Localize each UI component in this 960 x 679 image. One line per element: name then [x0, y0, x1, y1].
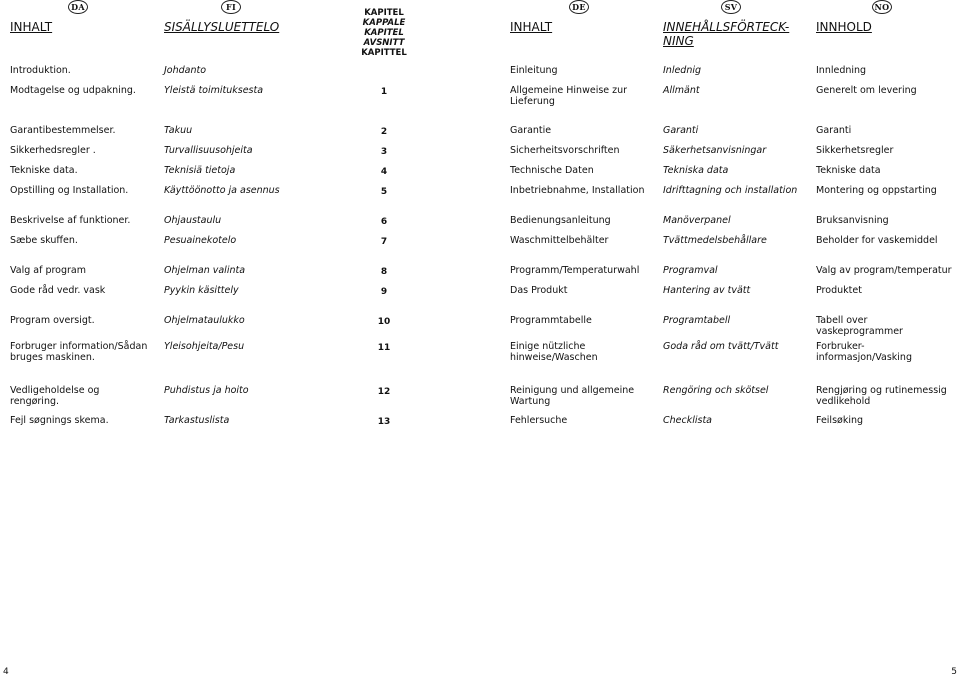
entry-da: Sikkerhedsregler .: [10, 145, 96, 156]
entry-de: Das Produkt: [510, 285, 568, 296]
entry-fi: Takuu: [164, 125, 193, 136]
chapter-number: 2: [380, 127, 388, 137]
heading-fi: SISÄLLYSLUETTELO: [164, 20, 280, 34]
chapter-number: 10: [377, 317, 391, 327]
entry-fi: Puhdistus ja hoito: [164, 385, 249, 396]
entry-da: Tekniske data.: [10, 165, 78, 176]
heading-sv: INNEHÅLLSFÖRTECK-NING: [663, 20, 790, 48]
entry-de: Reinigung und allgemeine Wartung: [510, 385, 635, 407]
entry-de: Inbetriebnahme, Installation: [510, 185, 645, 196]
entry-da: Opstilling og Installation.: [10, 185, 129, 196]
entry-sv: Idrifttagning och installation: [663, 185, 798, 196]
entry-no: Montering og oppstarting: [816, 185, 937, 196]
entry-no: Beholder for vaskemiddel: [816, 235, 938, 246]
entry-no: Produktet: [816, 285, 862, 296]
chapter-number: 9: [380, 287, 388, 297]
heading-de: INHALT: [510, 20, 553, 34]
entry-fi: Teknisiä tietoja: [164, 165, 236, 176]
entry-da: Garantibestemmelser.: [10, 125, 116, 136]
entry-fi: Ohjelman valinta: [164, 265, 246, 276]
entry-fi: Käyttöönotto ja asennus: [164, 185, 280, 196]
entry-de: Garantie: [510, 125, 552, 136]
chapter-heading-no: KAPITTEL: [361, 48, 407, 58]
chapter-number: 4: [380, 167, 388, 177]
entry-da: Forbruger information/Sådan bruges maskinen.: [10, 341, 148, 363]
entry-de: Einige nützliche hinweise/Waschen: [510, 341, 598, 363]
entry-sv: Manöverpanel: [663, 215, 731, 226]
entry-no: Tekniske data: [816, 165, 881, 176]
entry-da: Vedligeholdelse og rengøring.: [10, 385, 100, 407]
entry-fi: Turvallisuusohjeita: [164, 145, 253, 156]
chapter-number: 1: [380, 87, 388, 97]
language-badge-de: DE: [569, 0, 589, 14]
entry-da: Beskrivelse af funktioner.: [10, 215, 131, 226]
entry-no: Bruksanvisning: [816, 215, 889, 226]
entry-sv: Goda råd om tvätt/Tvätt: [663, 341, 779, 352]
heading-da: INHALT: [10, 20, 53, 34]
chapter-number: 12: [377, 387, 391, 397]
entry-no: Garanti: [816, 125, 852, 136]
entry-da: Sæbe skuffen.: [10, 235, 78, 246]
entry-sv: Säkerhetsanvisningar: [663, 145, 767, 156]
entry-de: Sicherheitsvorschriften: [510, 145, 620, 156]
entry-fi: Johdanto: [164, 65, 207, 76]
language-badge-fi: FI: [221, 0, 241, 14]
chapter-number: 8: [380, 267, 388, 277]
entry-no: Rengjøring og rutinemessig vedlikehold: [816, 385, 947, 407]
entry-da: Gode råd vedr. vask: [10, 285, 106, 296]
entry-fi: Ohjelmataulukko: [164, 315, 245, 326]
chapter-number: 3: [380, 147, 388, 157]
chapter-number: 11: [377, 343, 391, 353]
chapter-heading-da: KAPITEL: [364, 8, 404, 18]
entry-de: Programmtabelle: [510, 315, 592, 326]
entry-da: Fejl søgnings skema.: [10, 415, 109, 426]
entry-de: Technische Daten: [510, 165, 594, 176]
entry-da: Valg af program: [10, 265, 87, 276]
entry-de: Waschmittelbehälter: [510, 235, 609, 246]
language-badge-sv: SV: [721, 0, 741, 14]
entry-sv: Hantering av tvätt: [663, 285, 751, 296]
entry-fi: Yleistä toimituksesta: [164, 85, 264, 96]
entry-da: Modtagelse og udpakning.: [10, 85, 136, 96]
entry-da: Program oversigt.: [10, 315, 95, 326]
entry-no: Feilsøking: [816, 415, 864, 426]
chapter-number: 6: [380, 217, 388, 227]
entry-da: Introduktion.: [10, 65, 71, 76]
entry-sv: Inlednig: [663, 65, 702, 76]
chapter-heading-de: KAPITEL: [364, 28, 404, 38]
heading-no: INNHOLD: [816, 20, 872, 34]
chapter-heading-fi: KAPPALE: [362, 18, 406, 28]
chapter-number: 13: [377, 417, 391, 427]
entry-de: Einleitung: [510, 65, 558, 76]
entry-fi: Tarkastuslista: [164, 415, 230, 426]
entry-de: Fehlersuche: [510, 415, 568, 426]
entry-fi: Pesuainekotelo: [164, 235, 237, 246]
entry-no: Sikkerhetsregler: [816, 145, 894, 156]
entry-sv: Rengöring och skötsel: [663, 385, 769, 396]
entry-sv: Allmänt: [663, 85, 700, 96]
entry-fi: Ohjaustaulu: [164, 215, 222, 226]
entry-de: Bedienungsanleitung: [510, 215, 611, 226]
entry-no: Tabell over vaskeprogrammer: [816, 315, 903, 337]
entry-de: Allgemeine Hinweise zur Lieferung: [510, 85, 628, 107]
entry-no: Innledning: [816, 65, 867, 76]
language-badge-no: NO: [872, 0, 892, 14]
entry-sv: Checklista: [663, 415, 712, 426]
entry-de: Programm/Temperaturwahl: [510, 265, 640, 276]
entry-no: Generelt om levering: [816, 85, 917, 96]
entry-sv: Programval: [663, 265, 718, 276]
chapter-heading-sv: AVSNITT: [363, 38, 405, 48]
chapter-number: 7: [380, 237, 388, 247]
page-number-right: 5: [951, 667, 957, 677]
entry-sv: Garanti: [663, 125, 699, 136]
entry-no: Valg av program/temperatur: [816, 265, 952, 276]
entry-fi: Yleisohjeita/Pesu: [164, 341, 245, 352]
entry-fi: Pyykin käsittely: [164, 285, 239, 296]
chapter-number: 5: [380, 187, 388, 197]
entry-no: Forbruker-informasjon/Vasking: [816, 341, 912, 363]
page-number-left: 4: [3, 667, 9, 677]
chapter-heading: [345, 8, 423, 58]
entry-sv: Tvättmedelsbehållare: [663, 235, 767, 246]
entry-sv: Programtabell: [663, 315, 731, 326]
entry-sv: Tekniska data: [663, 165, 729, 176]
language-badge-da: DA: [68, 0, 88, 14]
